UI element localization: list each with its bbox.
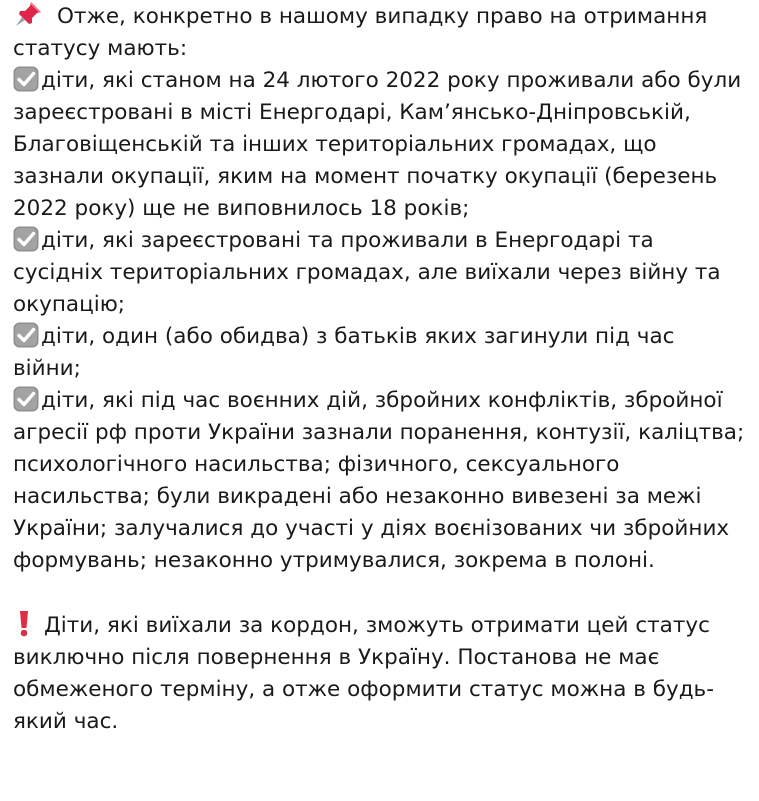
pushpin-icon (13, 0, 43, 28)
intro-paragraph (13, 0, 749, 65)
list-item-text: діти, які під час воєнних дій, збройних конфліктів, збройної агресії рф проти України зазнали поранення, контузії, каліцтва; психологічного насильства; фізичного, сексуального насильства; були викрадені або незаконно вивезені за межі України; залучалися до участі у діях воєнізованих чи збройних формувань; незаконно утримувалися, зокрема в полоні. (13, 388, 745, 573)
note-text: Діти, які виїхали за кордон, зможуть отримати цей статус виключно після повернення в Україну. Постанова не має обмеженого терміну, а отже оформити статус можна в будь-який час. (13, 613, 714, 734)
list-item (13, 65, 749, 225)
list-item-text: діти, один (або обидва) з батьків яких загинули під час війни; (13, 324, 675, 381)
check-box-icon (13, 386, 39, 412)
list-item-text: діти, які зареєстровані та проживали в Енергодарі та сусідніх територіальних громадах, але виїхали через війну та окупацію; (13, 228, 721, 317)
list-item (13, 225, 749, 321)
list-item (13, 385, 749, 577)
exclamation-icon (16, 609, 32, 637)
list-item-text: діти, які станом на 24 лютого 2022 року проживали або були зареєстровані в місті Енергодарі, Кам’янсько-Дніпровській, Благовіщенській та інших територіальних громадах, що зазнали окупації, яким на момент початку окупації (березень 2022 року) ще не виповнилось 18 років; (13, 68, 742, 221)
check-box-icon (13, 226, 39, 252)
note-paragraph (13, 609, 749, 738)
list-item (13, 321, 749, 385)
check-box-icon (13, 66, 39, 92)
paragraph-gap (13, 577, 749, 609)
check-box-icon (13, 322, 39, 348)
intro-text: Отже, конкретно в нашому випадку право на отримання статусу мають: (13, 4, 708, 61)
